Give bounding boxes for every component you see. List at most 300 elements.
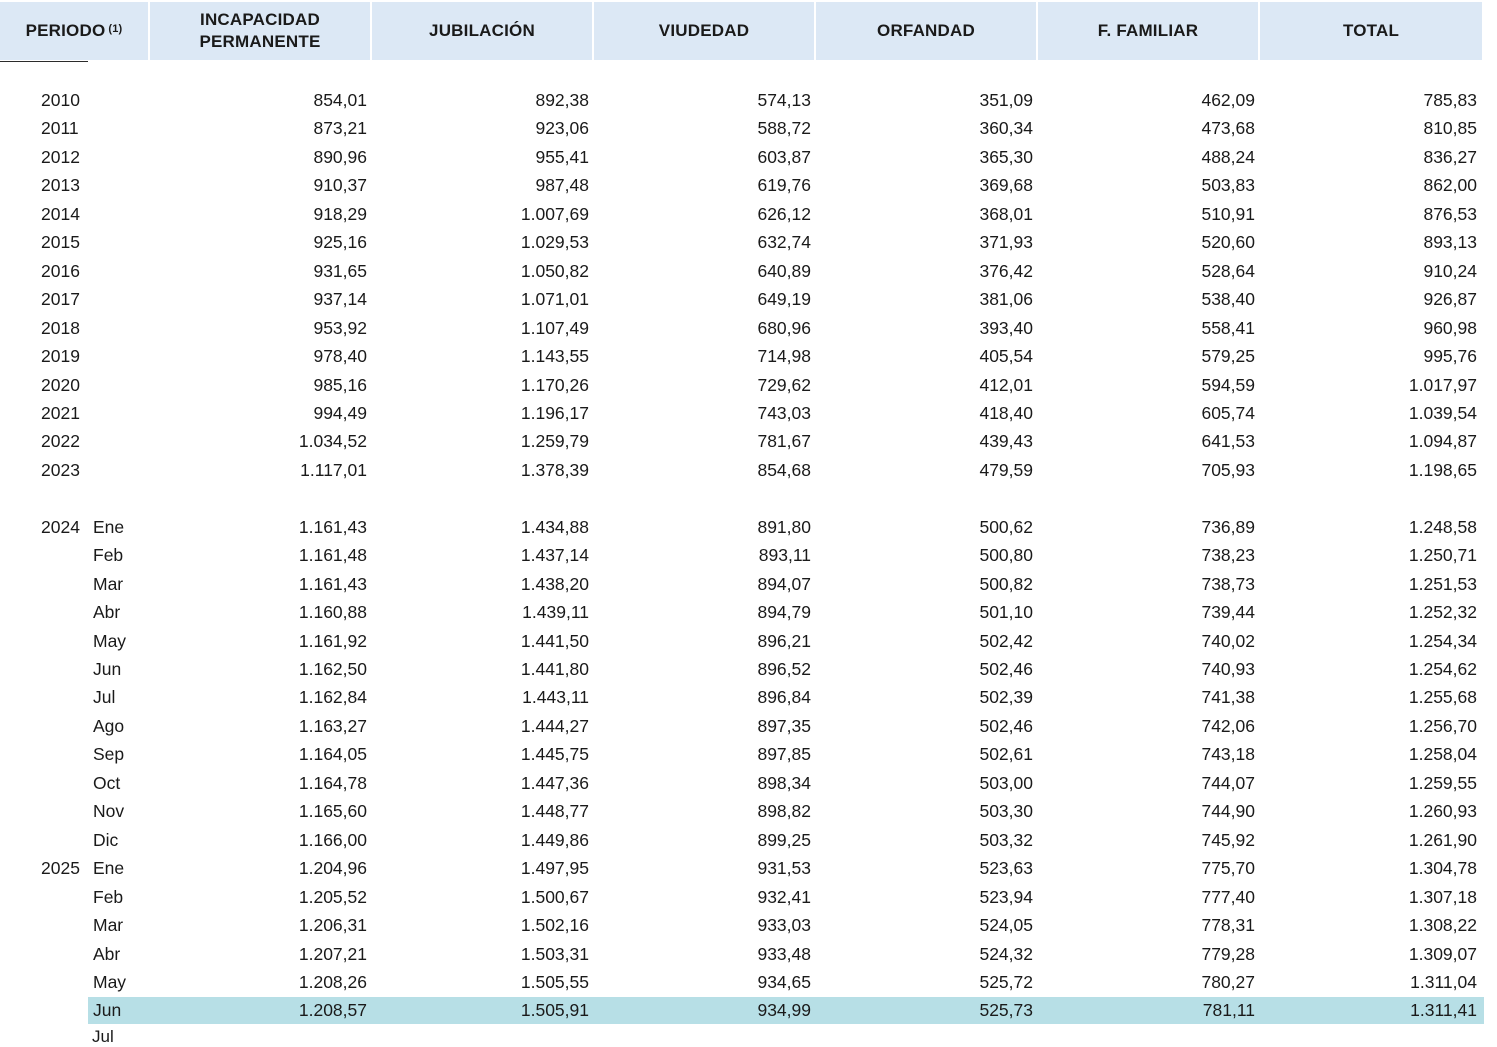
cell-viudedad: 931,53 <box>757 858 811 879</box>
cell-orfandad: 368,01 <box>979 203 1033 224</box>
table-row <box>0 314 1484 342</box>
row-month: Dic <box>93 829 119 850</box>
row-year <box>41 655 87 683</box>
row-year: 2020 <box>41 374 80 395</box>
cell-viudedad: 896,52 <box>757 659 811 679</box>
row-month: Ene <box>93 516 125 537</box>
table-row <box>0 342 1484 370</box>
cell-orfandad: 376,42 <box>979 260 1033 281</box>
row-year: 2019 <box>41 346 80 367</box>
cell-viudedad: 632,74 <box>757 232 811 253</box>
cell-total: 1.252,32 <box>1408 602 1477 623</box>
cell-familiar: 781,11 <box>1202 1000 1255 1021</box>
row-year: 2012 <box>41 146 80 167</box>
row-year: 2010 <box>41 90 80 110</box>
cell-familiar: 740,02 <box>1201 630 1255 651</box>
cell-orfandad: 503,30 <box>979 801 1033 822</box>
cell-total: 862,00 <box>1423 175 1477 196</box>
cell-jubilacion: 1.443,11 <box>522 687 589 708</box>
cell-total: 1.254,62 <box>1408 659 1477 679</box>
row-month: Jun <box>93 1000 122 1021</box>
cell-familiar: 473,68 <box>1201 118 1255 139</box>
cell-total: 1.260,93 <box>1408 801 1477 822</box>
cell-familiar: 745,92 <box>1201 829 1255 850</box>
cell-familiar: 462,09 <box>1201 90 1255 110</box>
cell-jubilacion: 1.505,55 <box>520 971 589 992</box>
cell-familiar: 738,23 <box>1201 545 1255 566</box>
cell-incapacidad: 953,92 <box>313 317 367 338</box>
row-month: Abr <box>93 943 121 964</box>
cell-familiar: 777,40 <box>1201 886 1255 907</box>
header-familiar: F. FAMILIAR <box>1038 2 1258 60</box>
cell-viudedad: 626,12 <box>757 203 811 224</box>
cell-total: 836,27 <box>1423 146 1477 167</box>
row-month: Jun <box>93 659 122 679</box>
cell-familiar: 739,44 <box>1201 602 1255 623</box>
cell-viudedad: 898,34 <box>757 772 811 793</box>
cell-orfandad: 500,82 <box>979 573 1033 594</box>
header-incapacidad-line1: INCAPACIDAD <box>200 10 320 29</box>
cell-total: 1.248,58 <box>1408 516 1477 537</box>
cell-orfandad: 502,42 <box>979 630 1033 651</box>
cell-viudedad: 603,87 <box>757 146 811 167</box>
table-row <box>0 911 1484 939</box>
cell-incapacidad: 1.206,31 <box>298 915 367 936</box>
cell-familiar: 579,25 <box>1201 346 1255 367</box>
cell-orfandad: 524,32 <box>979 943 1033 964</box>
cell-viudedad: 933,48 <box>757 943 811 964</box>
table-row <box>0 114 1484 142</box>
cell-incapacidad: 1.034,52 <box>298 431 367 452</box>
cell-orfandad: 393,40 <box>979 317 1033 338</box>
table-header <box>0 0 1484 60</box>
row-year <box>41 797 87 825</box>
cell-total: 910,24 <box>1423 260 1477 281</box>
table-row <box>0 257 1484 285</box>
row-year <box>41 996 87 1024</box>
cell-viudedad: 897,85 <box>757 744 811 765</box>
table-row <box>0 968 1484 996</box>
cell-familiar: 742,06 <box>1201 715 1255 736</box>
row-year <box>41 570 87 598</box>
table-row <box>0 826 1484 854</box>
cell-familiar: 736,89 <box>1201 516 1255 537</box>
row-month <box>93 171 153 199</box>
cell-familiar: 741,38 <box>1201 687 1255 708</box>
row-year <box>41 911 87 939</box>
cell-viudedad: 933,03 <box>757 915 811 936</box>
cell-viudedad: 894,07 <box>757 573 811 594</box>
cell-total: 876,53 <box>1423 203 1477 224</box>
cell-jubilacion: 1.441,50 <box>520 630 589 651</box>
cell-total: 810,85 <box>1423 118 1477 139</box>
cell-viudedad: 898,82 <box>757 801 811 822</box>
cell-incapacidad: 925,16 <box>313 232 367 253</box>
cell-orfandad: 501,10 <box>979 602 1033 623</box>
cell-familiar: 520,60 <box>1201 232 1255 253</box>
cell-incapacidad: 890,96 <box>313 146 367 167</box>
cell-orfandad: 412,01 <box>979 374 1033 395</box>
table-row <box>0 399 1484 427</box>
cell-total: 995,76 <box>1423 346 1477 367</box>
cell-incapacidad: 854,01 <box>313 90 367 110</box>
row-month: Ago <box>93 715 125 736</box>
cell-viudedad: 934,65 <box>757 971 811 992</box>
table-row <box>0 883 1484 911</box>
cell-jubilacion: 1.497,95 <box>520 858 589 879</box>
cell-orfandad: 479,59 <box>979 459 1033 480</box>
cell-jubilacion: 1.505,91 <box>520 1000 589 1021</box>
cell-incapacidad: 1.207,21 <box>298 943 367 964</box>
cell-orfandad: 405,54 <box>979 346 1033 367</box>
row-month: May <box>93 971 127 992</box>
cell-jubilacion: 1.029,53 <box>520 232 589 253</box>
cell-viudedad: 932,41 <box>757 886 811 907</box>
row-month: May <box>93 630 127 651</box>
table-row <box>0 996 1484 1024</box>
row-year <box>41 826 87 854</box>
cell-incapacidad: 1.162,50 <box>298 659 367 679</box>
row-year: 2025 <box>41 858 80 879</box>
cell-total: 1.261,90 <box>1408 829 1477 850</box>
cell-orfandad: 502,46 <box>979 659 1033 679</box>
cell-orfandad: 371,93 <box>979 232 1033 253</box>
cell-orfandad: 502,61 <box>979 744 1033 765</box>
cell-incapacidad: 931,65 <box>313 260 367 281</box>
row-year <box>41 883 87 911</box>
cell-viudedad: 894,79 <box>757 602 811 623</box>
row-year: 2014 <box>41 203 80 224</box>
cell-incapacidad: 1.162,84 <box>298 687 367 708</box>
row-month: Nov <box>93 801 125 822</box>
row-month <box>93 456 153 484</box>
row-month: Abr <box>93 602 121 623</box>
row-month: Mar <box>93 573 124 594</box>
row-month <box>93 114 153 142</box>
table-row <box>0 86 1484 114</box>
cell-jubilacion: 1.503,31 <box>520 943 589 964</box>
table-row <box>0 570 1484 598</box>
cell-incapacidad: 1.160,88 <box>298 602 367 623</box>
row-month <box>93 314 153 342</box>
cell-orfandad: 502,46 <box>979 715 1033 736</box>
cell-viudedad: 897,35 <box>757 715 811 736</box>
row-year: 2013 <box>41 175 80 196</box>
cell-orfandad: 500,62 <box>979 516 1033 537</box>
cell-total: 1.311,41 <box>1410 1000 1477 1021</box>
cell-incapacidad: 1.205,52 <box>298 886 367 907</box>
cell-total: 1.256,70 <box>1408 715 1477 736</box>
cell-total: 1.017,97 <box>1408 374 1477 395</box>
row-year: 2018 <box>41 317 80 338</box>
table-row <box>0 683 1484 711</box>
row-month <box>93 285 153 313</box>
table-row <box>0 285 1484 313</box>
cell-orfandad: 525,72 <box>979 971 1033 992</box>
cell-total: 1.311,04 <box>1410 971 1477 992</box>
cell-viudedad: 640,89 <box>757 260 811 281</box>
row-month <box>93 399 153 427</box>
cell-total: 960,98 <box>1423 317 1477 338</box>
table-row <box>0 740 1484 768</box>
cell-total: 1.258,04 <box>1408 744 1477 765</box>
cell-orfandad: 524,05 <box>979 915 1033 936</box>
cell-incapacidad: 1.166,00 <box>298 829 367 850</box>
cell-total: 1.304,78 <box>1408 858 1477 879</box>
cell-total: 1.254,34 <box>1408 630 1477 651</box>
table-row <box>0 598 1484 626</box>
table-row <box>0 712 1484 740</box>
cell-incapacidad: 918,29 <box>313 203 367 224</box>
cell-viudedad: 854,68 <box>757 459 811 480</box>
cell-jubilacion: 1.434,88 <box>520 516 589 537</box>
header-periodo-note: (1) <box>108 23 123 35</box>
row-year <box>41 683 87 711</box>
cell-orfandad: 365,30 <box>979 146 1033 167</box>
cell-orfandad: 418,40 <box>979 402 1033 423</box>
cell-total: 1.251,53 <box>1408 573 1477 594</box>
row-month <box>93 427 153 455</box>
row-year: 2024 <box>41 516 80 537</box>
cell-incapacidad: 985,16 <box>313 374 367 395</box>
cell-viudedad: 896,84 <box>757 687 811 708</box>
cell-viudedad: 934,99 <box>757 1000 811 1021</box>
cell-jubilacion: 1.170,26 <box>520 374 589 395</box>
row-year <box>41 740 87 768</box>
row-month: Feb <box>93 886 124 907</box>
row-year: 2016 <box>41 260 80 281</box>
row-month <box>93 342 153 370</box>
row-month <box>93 257 153 285</box>
cell-familiar: 641,53 <box>1201 431 1255 452</box>
cell-incapacidad: 910,37 <box>313 175 367 196</box>
cell-jubilacion: 1.007,69 <box>520 203 589 224</box>
cell-incapacidad: 1.161,43 <box>298 516 367 537</box>
cell-viudedad: 574,13 <box>757 90 811 110</box>
row-year <box>41 627 87 655</box>
cell-viudedad: 743,03 <box>757 402 811 423</box>
cell-incapacidad: 978,40 <box>313 346 367 367</box>
table-row <box>0 171 1484 199</box>
table-row <box>0 940 1484 968</box>
table-row <box>0 541 1484 569</box>
cell-jubilacion: 1.107,49 <box>520 317 589 338</box>
table-row <box>0 513 1484 541</box>
cell-orfandad: 503,32 <box>979 829 1033 850</box>
row-year: 2023 <box>41 459 80 480</box>
row-year <box>41 541 87 569</box>
row-year: 2021 <box>41 402 80 423</box>
cell-familiar: 740,93 <box>1201 659 1255 679</box>
cell-orfandad: 439,43 <box>979 431 1033 452</box>
cell-viudedad: 649,19 <box>757 289 811 310</box>
header-periodo <box>0 2 148 60</box>
header-divider <box>0 61 88 62</box>
row-month: Feb <box>93 545 124 566</box>
header-viudedad: VIUDEDAD <box>594 2 814 60</box>
header-incapacidad-line2: PERMANENTE <box>199 32 321 51</box>
cell-total: 893,13 <box>1423 232 1477 253</box>
row-year: 2017 <box>41 289 80 310</box>
row-month: Oct <box>93 772 121 793</box>
header-total: TOTAL <box>1260 2 1482 60</box>
cell-jubilacion: 987,48 <box>535 175 589 196</box>
cell-viudedad: 714,98 <box>757 346 811 367</box>
cell-total: 1.307,18 <box>1408 886 1477 907</box>
cell-orfandad: 500,80 <box>979 545 1033 566</box>
cell-incapacidad: 1.204,96 <box>298 858 367 879</box>
cell-total: 926,87 <box>1423 289 1477 310</box>
cell-orfandad: 360,34 <box>979 118 1033 139</box>
table-row <box>0 371 1484 399</box>
cell-jubilacion: 1.448,77 <box>520 801 589 822</box>
row-year <box>41 769 87 797</box>
cell-orfandad: 523,94 <box>979 886 1033 907</box>
cell-viudedad: 588,72 <box>757 118 811 139</box>
row-year: 2011 <box>41 118 79 139</box>
cell-familiar: 705,93 <box>1201 459 1255 480</box>
cell-orfandad: 502,39 <box>979 687 1033 708</box>
table-row <box>0 655 1484 683</box>
cell-orfandad: 369,68 <box>979 175 1033 196</box>
cell-incapacidad: 1.161,92 <box>298 630 367 651</box>
cell-jubilacion: 1.447,36 <box>520 772 589 793</box>
header-incapacidad <box>150 2 370 60</box>
table-row <box>0 769 1484 797</box>
cell-incapacidad: 1.165,60 <box>298 801 367 822</box>
cell-viudedad: 680,96 <box>757 317 811 338</box>
cell-orfandad: 523,63 <box>979 858 1033 879</box>
cell-familiar: 744,07 <box>1201 772 1255 793</box>
cell-viudedad: 619,76 <box>757 175 811 196</box>
cell-orfandad: 525,73 <box>979 1000 1033 1021</box>
table-row <box>0 854 1484 882</box>
cell-total: 785,83 <box>1423 90 1477 110</box>
cell-incapacidad: 873,21 <box>313 118 367 139</box>
cell-orfandad: 503,00 <box>979 772 1033 793</box>
cell-total: 1.255,68 <box>1408 687 1477 708</box>
cell-incapacidad: 994,49 <box>313 402 367 423</box>
cell-familiar: 510,91 <box>1201 203 1255 224</box>
header-jubilacion: JUBILACIÓN <box>372 2 592 60</box>
cell-jubilacion: 1.441,80 <box>520 659 589 679</box>
cell-total: 1.198,65 <box>1408 459 1477 480</box>
cell-orfandad: 351,09 <box>979 90 1033 110</box>
row-year <box>41 940 87 968</box>
cell-viudedad: 893,11 <box>758 545 811 566</box>
cell-total: 1.259,55 <box>1408 772 1477 793</box>
cell-jubilacion: 1.378,39 <box>520 459 589 480</box>
table-row <box>0 228 1484 256</box>
row-month: Ene <box>93 858 125 879</box>
cell-viudedad: 781,67 <box>757 431 811 452</box>
row-month <box>93 371 153 399</box>
cell-total: 1.309,07 <box>1408 943 1477 964</box>
cell-viudedad: 729,62 <box>757 374 811 395</box>
cell-incapacidad: 1.208,57 <box>298 1000 367 1021</box>
cell-familiar: 538,40 <box>1201 289 1255 310</box>
cell-incapacidad: 1.161,43 <box>298 573 367 594</box>
table-row <box>0 143 1484 171</box>
row-year <box>41 968 87 996</box>
cell-total: 1.039,54 <box>1408 402 1477 423</box>
row-month <box>93 200 153 228</box>
cell-viudedad: 891,80 <box>757 516 811 537</box>
table-row <box>0 456 1484 484</box>
cell-familiar: 743,18 <box>1201 744 1255 765</box>
cell-total: 1.250,71 <box>1408 545 1477 566</box>
cell-orfandad: 381,06 <box>979 289 1033 310</box>
cell-jubilacion: 1.502,16 <box>520 915 589 936</box>
cell-familiar: 503,83 <box>1201 175 1255 196</box>
row-month: Sep <box>93 744 125 765</box>
cell-jubilacion: 1.500,67 <box>520 886 589 907</box>
cell-jubilacion: 1.437,14 <box>520 545 589 566</box>
cell-familiar: 775,70 <box>1201 858 1255 879</box>
cell-incapacidad: 937,14 <box>313 289 367 310</box>
row-year <box>41 598 87 626</box>
cutoff-row-label: Jul <box>92 1027 114 1046</box>
table-row <box>0 627 1484 655</box>
cell-familiar: 605,74 <box>1201 402 1255 423</box>
cell-familiar: 488,24 <box>1201 146 1255 167</box>
cell-familiar: 780,27 <box>1201 971 1255 992</box>
cell-jubilacion: 1.438,20 <box>520 573 589 594</box>
cell-viudedad: 899,25 <box>757 829 811 850</box>
cell-jubilacion: 1.196,17 <box>520 402 589 423</box>
cell-jubilacion: 923,06 <box>535 118 589 139</box>
row-month: Mar <box>93 915 124 936</box>
cell-familiar: 558,41 <box>1201 317 1255 338</box>
cell-incapacidad: 1.164,05 <box>298 744 367 765</box>
cell-familiar: 778,31 <box>1201 915 1255 936</box>
cell-familiar: 779,28 <box>1201 943 1255 964</box>
cell-jubilacion: 1.143,55 <box>520 346 589 367</box>
row-year <box>41 712 87 740</box>
cell-jubilacion: 955,41 <box>535 146 589 167</box>
cell-jubilacion: 1.445,75 <box>520 744 589 765</box>
cell-jubilacion: 1.444,27 <box>520 715 589 736</box>
cell-incapacidad: 1.163,27 <box>298 715 367 736</box>
cell-familiar: 744,90 <box>1201 801 1255 822</box>
row-month <box>93 228 153 256</box>
cell-incapacidad: 1.208,26 <box>298 971 367 992</box>
row-month <box>93 143 153 171</box>
cell-incapacidad: 1.117,01 <box>300 459 367 480</box>
cell-total: 1.308,22 <box>1408 915 1477 936</box>
cell-incapacidad: 1.164,78 <box>298 772 367 793</box>
row-year: 2015 <box>41 232 80 253</box>
table-row <box>0 200 1484 228</box>
cell-jubilacion: 1.050,82 <box>520 260 589 281</box>
cell-familiar: 738,73 <box>1201 573 1255 594</box>
cell-jubilacion: 1.439,11 <box>522 602 589 623</box>
header-orfandad: ORFANDAD <box>816 2 1036 60</box>
row-month <box>93 86 153 114</box>
cell-jubilacion: 1.449,86 <box>520 829 589 850</box>
cell-familiar: 594,59 <box>1201 374 1255 395</box>
cell-incapacidad: 1.161,48 <box>298 545 367 566</box>
row-month: Jul <box>93 687 116 708</box>
cell-viudedad: 896,21 <box>757 630 811 651</box>
row-year: 2022 <box>41 431 80 452</box>
cell-jubilacion: 1.071,01 <box>520 289 589 310</box>
cell-familiar: 528,64 <box>1201 260 1255 281</box>
cell-total: 1.094,87 <box>1408 431 1477 452</box>
cell-jubilacion: 1.259,79 <box>520 431 589 452</box>
header-periodo-label: PERIODO <box>25 21 106 40</box>
table-row <box>0 427 1484 455</box>
